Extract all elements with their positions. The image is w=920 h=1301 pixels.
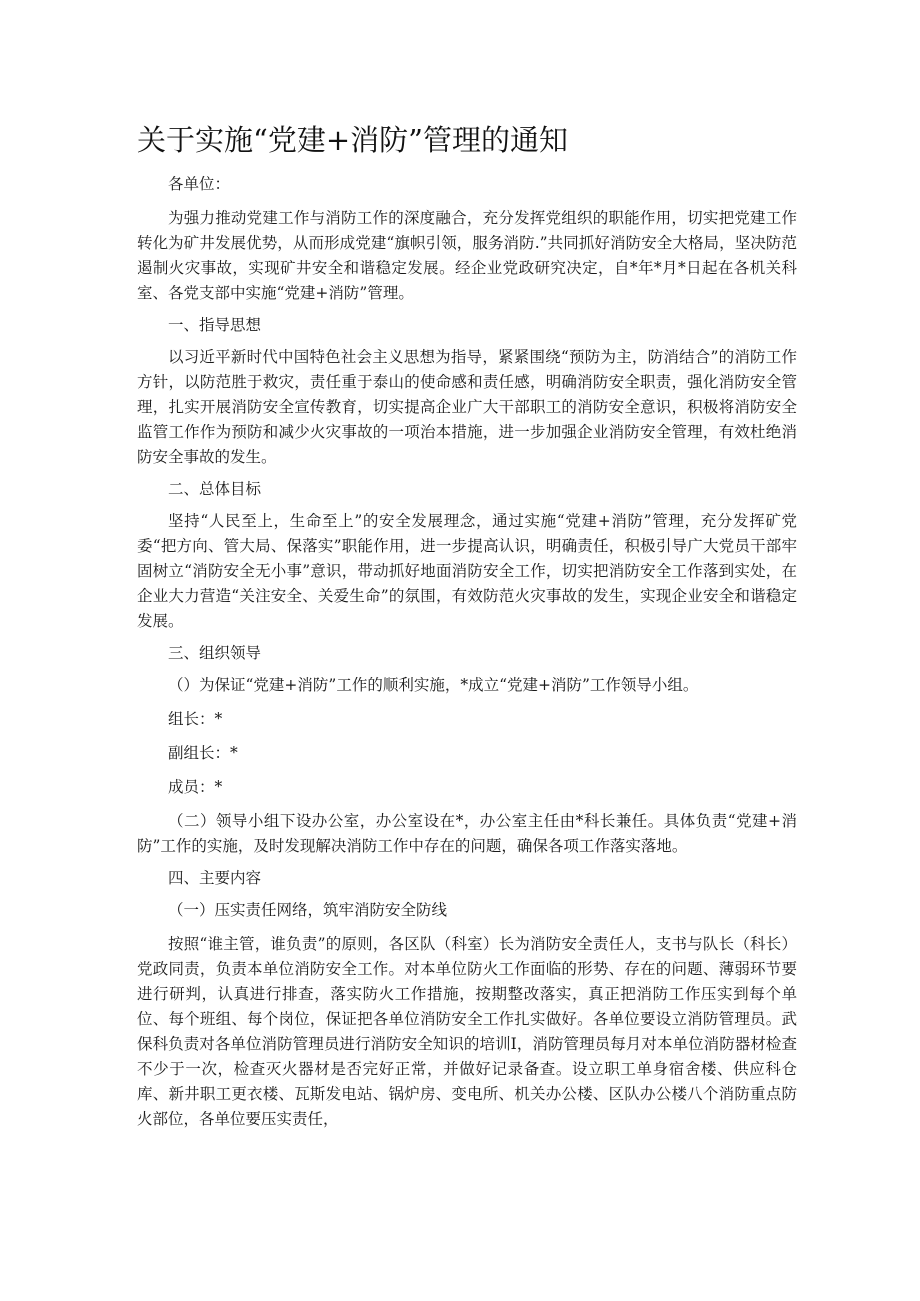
document-body — [137, 172, 797, 1139]
document-title: 关于实施“党建+消防”管理的通知 — [137, 123, 568, 157]
vice-leader-line: 副组长：* — [168, 744, 238, 762]
section1-paragraph: 以习近平新时代中国特色社会主义思想为指导，紧紧围绕“预防为主，防消结合”的消防工作方针，以防范胜于救灾，责任重于泰山的使命感和责任感，明确消防安全职责，强化消防安全管理，扎实开展消防安全宣传教育，切实提高企业广大干部职工的消防安全意识，积极将消防安全监管工作作为预防和减少火灾事故的一项治本措施，进一步加强企业消防安全管理，有效杜绝消防安全事故的发生。 — [137, 348, 797, 466]
section2-heading: 二、总体目标 — [168, 480, 262, 498]
section3-item2: （二）领导小组下设办公室，办公室设在*，办公室主任由*科长兼任。具体负责“党建+消防”工作的实施，及时发现解决消防工作中存在的问题，确保各项工作落实落地。 — [137, 812, 797, 855]
salutation: 各单位： — [168, 175, 231, 193]
section4-paragraph: 按照“谁主管，谁负责”的原则，各区队（科室）长为消防安全责任人，支书与队长（科长）党政同责，负责本单位消防安全工作。对本单位防火工作面临的形势、存在的问题、薄弱环节要进行研判，认真进行排查，落实防火工作措施，按期整改落实，真正把消防工作压实到每个单位、每个班组、每个岗位，保证把各单位消防安全工作扎实做好。各单位要设立消防管理员。武保科负责对各单位消防管理员进行消防安全知识的培训I，消防管理员每月对本单位消防器材检查不少于一次，检查灭火器材是否完好正常，并做好记录备查。设立职工单身宿舍楼、供应科仓库、新井职工更衣楼、瓦斯发电站、锅炉房、变电所、机关办公楼、区队办公楼八个消防重点防火部位，各单位要压实责任， — [137, 935, 797, 1128]
section2-paragraph: 坚持“人民至上，生命至上”的安全发展理念，通过实施“党建+消防”管理，充分发挥矿党委“把方向、管大局、保落实”职能作用，进一步提高认识，明确责任，积极引导广大党员干部牢固树立“消防安全无小事”意识，带动抓好地面消防安全工作，切实把消防安全工作落到实处，在企业大力营造“关注安全、关爱生命”的氛围，有效防范火灾事故的发生，实现企业安全和谐稳定发展。 — [137, 512, 797, 630]
section1-heading: 一、指导思想 — [168, 316, 262, 334]
intro-paragraph: 为强力推动党建工作与消防工作的深度融合，充分发挥党组织的职能作用，切实把党建工作转化为矿井发展优势，从而形成党建“旗帜引领，服务消防.”共同抓好消防安全大格局，坚决防范遏制火灾事故，实现矿井安全和谐稳定发展。经企业党政研究决定，自*年*月*日起在各机关科室、各党支部中实施“党建+消防”管理。 — [137, 209, 797, 302]
section4-subheading: （一）压实责任网络，筑牢消防安全防线 — [168, 901, 448, 919]
section3-item1: （）为保证“党建+消防”工作的顺利实施，*成立“党建+消防”工作领导小组。 — [168, 676, 699, 694]
leader-line: 组长：* — [168, 710, 223, 728]
section3-heading: 三、组织领导 — [168, 644, 262, 662]
section4-heading: 四、主要内容 — [168, 869, 262, 887]
members-line: 成员：* — [168, 778, 223, 796]
